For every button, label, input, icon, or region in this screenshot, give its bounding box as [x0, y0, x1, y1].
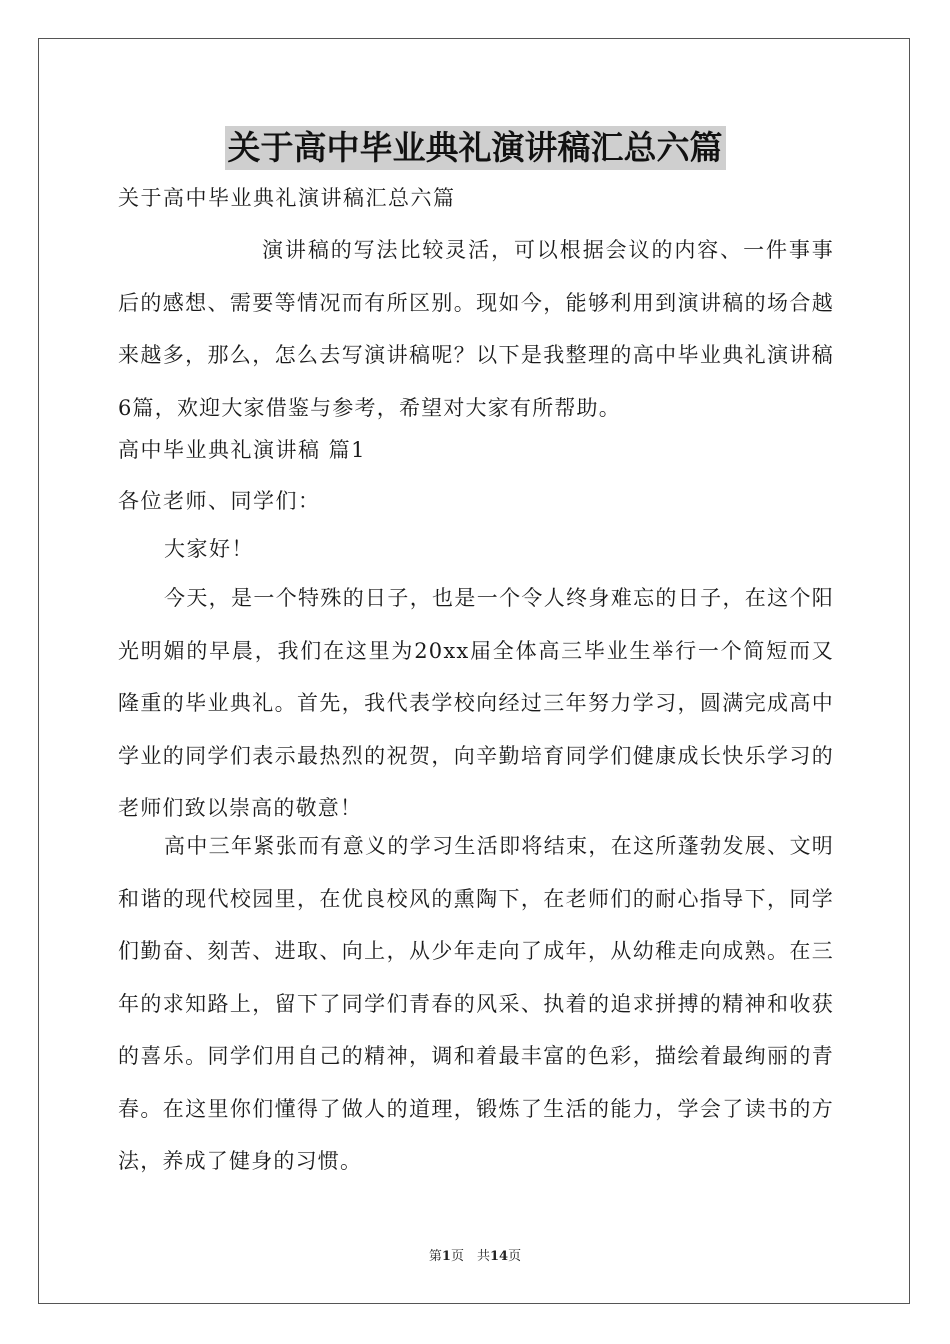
section-heading: 高中毕业典礼演讲稿 篇1 [118, 438, 367, 462]
salutation: 各位老师、同学们： [118, 489, 321, 513]
footer-prefix: 第 [428, 1249, 442, 1264]
intro-paragraph: 演讲稿的写法比较灵活，可以根据会议的内容、一件事事后的感想、需要等情况而有所区别。现如今，能够利用到演讲稿的场合越来越多，那么，怎么去写演讲稿呢？以下是我整理的高中毕业典礼演讲稿6篇，欢迎大家借鉴与参考，希望对大家有所帮助。 [118, 238, 834, 420]
paragraph-2: 高中三年紧张而有意义的学习生活即将结束，在这所蓬勃发展、文明和谐的现代校园里，在优良校风的熏陶下，在老师们的耐心指导下，同学们勤奋、刻苦、进取、向上，从少年走向了成年，从幼稚走向成熟。在三年的求知路上，留下了同学们青春的风采、执着的追求拼搏的精神和收获的喜乐。同学们用自己的精神，调和着最丰富的色彩，描绘着最绚丽的青春。在这里你们懂得了做人的道理，锻炼了生活的能力，学会了读书的方法，养成了健身的习惯。 [118, 834, 834, 1173]
document-title: 关于高中毕业典礼演讲稿汇总六篇 [225, 126, 726, 170]
footer-mid: 页 共 [450, 1249, 490, 1264]
greeting: 大家好！ [164, 537, 254, 561]
footer-page-total: 14 [489, 1249, 509, 1264]
title-wrap [0, 126, 950, 170]
page-footer [0, 1245, 950, 1264]
footer-page-current: 1 [441, 1249, 451, 1264]
paragraph-1: 今天，是一个特殊的日子，也是一个令人终身难忘的日子，在这个阳光明媚的早晨，我们在这里为20xx届全体高三毕业生举行一个简短而又隆重的毕业典礼。首先，我代表学校向经过三年努力学习，圆满完成高中学业的同学们表示最热烈的祝贺，向辛勤培育同学们健康成长快乐学习的老师们致以崇高的敬意！ [118, 586, 834, 820]
footer-suffix: 页 [508, 1249, 522, 1264]
document-subtitle: 关于高中毕业典礼演讲稿汇总六篇 [118, 186, 456, 210]
